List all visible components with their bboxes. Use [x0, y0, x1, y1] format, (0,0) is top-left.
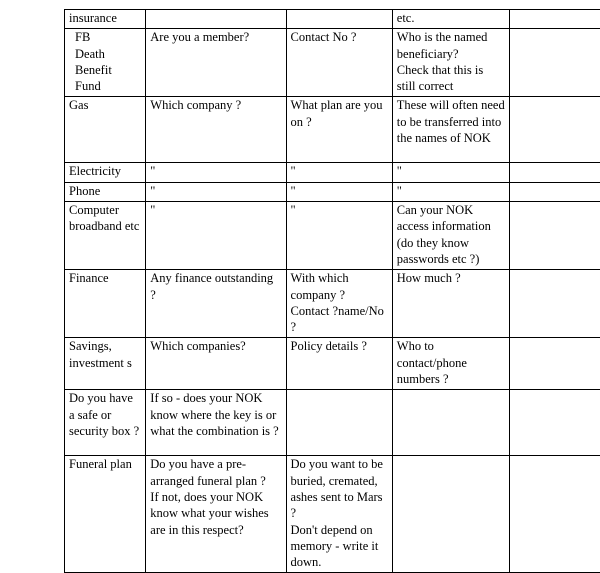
table-cell: Electricity — [65, 163, 146, 182]
table-cell: Are you a member? — [146, 29, 286, 97]
table-cell — [510, 10, 600, 29]
table-cell: " — [392, 182, 509, 201]
table-cell: " — [146, 163, 286, 182]
table-cell: Who to contact/phone numbers ? — [392, 338, 509, 390]
table-cell: Can your NOK access information (do they know passwords etc ?) — [392, 202, 509, 270]
table-row — [65, 97, 600, 163]
table-row — [65, 10, 600, 29]
table-cell: Which company ? — [146, 97, 286, 163]
table-cell: Contact No ? — [286, 29, 392, 97]
table-cell: etc. — [392, 10, 509, 29]
table-cell — [286, 10, 392, 29]
table-cell: insurance — [65, 10, 146, 29]
table-cell — [392, 390, 509, 456]
table-cell: Any finance outstanding ? — [146, 270, 286, 338]
table-cell: " — [146, 182, 286, 201]
table-row — [65, 456, 600, 573]
table-row — [65, 182, 600, 201]
table-cell: Finance — [65, 270, 146, 338]
checklist-table — [64, 9, 600, 573]
table-cell: Phone — [65, 182, 146, 201]
table-cell — [286, 390, 392, 456]
table-cell: " — [286, 182, 392, 201]
table-cell: Policy details ? — [286, 338, 392, 390]
table-row — [65, 202, 600, 270]
table-row — [65, 163, 600, 182]
table-cell — [510, 456, 600, 573]
table-cell — [510, 163, 600, 182]
table-cell: " — [146, 202, 286, 270]
table-cell: Computer broadband etc — [65, 202, 146, 270]
table-cell — [392, 456, 509, 573]
table-cell: Gas — [65, 97, 146, 163]
table-cell: Do you want to be buried, cremated, ashes sent to Mars ? Don't depend on memory - write it down. — [286, 456, 392, 573]
table-cell — [510, 29, 600, 97]
table-cell: Who is the named beneficiary? Check that this is still correct — [392, 29, 509, 97]
table-cell — [510, 182, 600, 201]
table-cell: " — [286, 202, 392, 270]
table-cell — [510, 97, 600, 163]
table-cell — [146, 10, 286, 29]
table-cell — [510, 270, 600, 338]
table-cell — [510, 390, 600, 456]
table-cell: How much ? — [392, 270, 509, 338]
table-cell: FB Death Benefit Fund — [65, 29, 146, 97]
table-row — [65, 390, 600, 456]
table-cell: Do you have a safe or security box ? — [65, 390, 146, 456]
table-cell: Funeral plan — [65, 456, 146, 573]
table-cell: Savings, investment s — [65, 338, 146, 390]
table-cell: Do you have a pre-arranged funeral plan ? If not, does your NOK know what your wishes are in this respect? — [146, 456, 286, 573]
table-cell: These will often need to be transferred into the names of NOK — [392, 97, 509, 163]
table-cell: Which companies? — [146, 338, 286, 390]
table-row — [65, 29, 600, 97]
table-cell: What plan are you on ? — [286, 97, 392, 163]
table-cell — [510, 202, 600, 270]
table-cell: " — [286, 163, 392, 182]
table-row — [65, 338, 600, 390]
table-cell: " — [392, 163, 509, 182]
table-cell — [510, 338, 600, 390]
table-cell: With which company ? Contact ?name/No ? — [286, 270, 392, 338]
table-row — [65, 270, 600, 338]
table-cell: If so - does your NOK know where the key is or what the combination is ? — [146, 390, 286, 456]
